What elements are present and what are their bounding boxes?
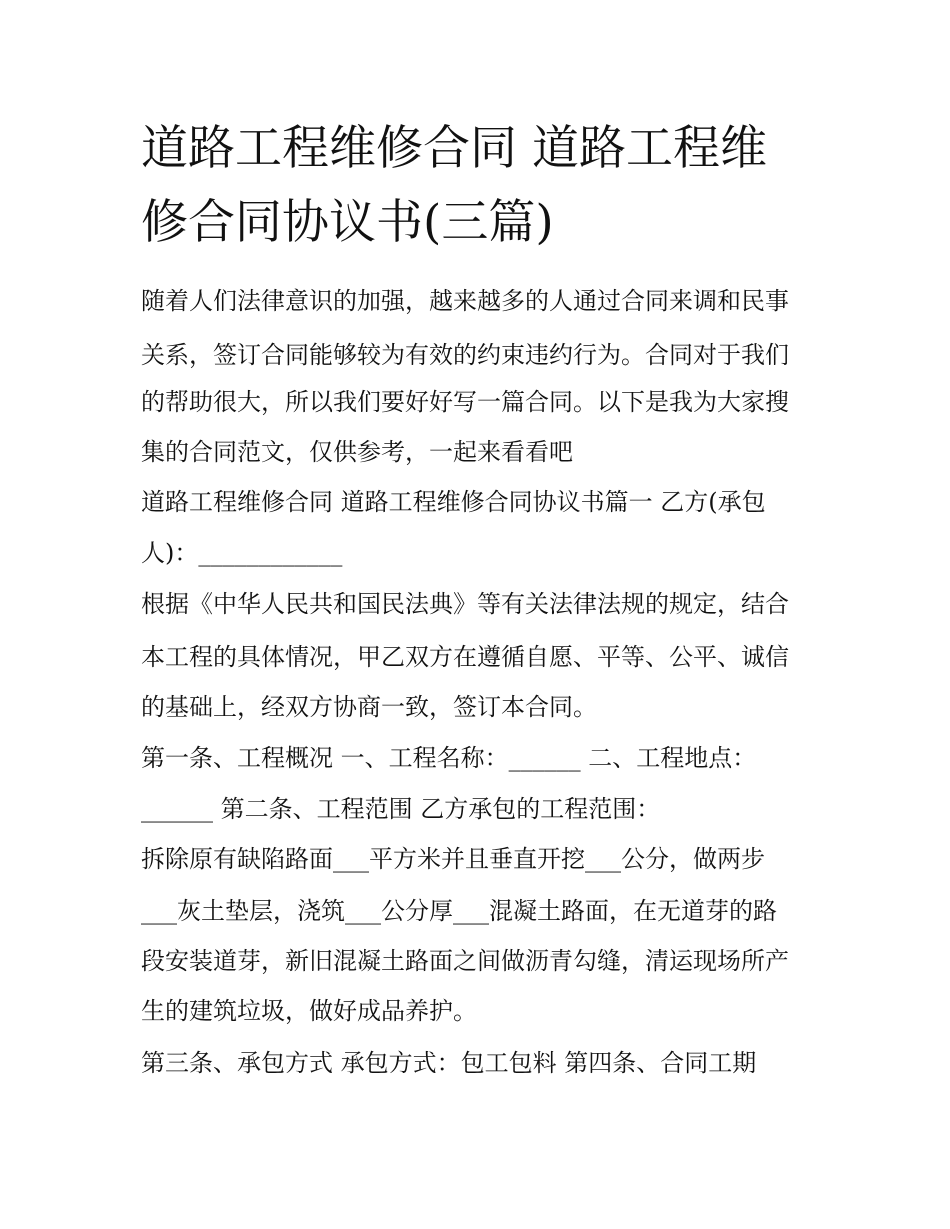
body-line-13: ___灰土垫层，浇筑___公分厚___混凝土路面，在无道芽的路: [141, 897, 777, 925]
title-line-2: 修合同协议书(三篇): [141, 195, 554, 250]
title-line-1: 道路工程维修合同 道路工程维: [141, 121, 767, 176]
body-line-16: 第三条、承包方式 承包方式：包工包料 第四条、合同工期: [141, 1049, 757, 1077]
body-line-1: 随着人们法律意识的加强，越来越多的人通过合同来调和民事: [141, 287, 789, 315]
body-line-14: 段安装道芽，新旧混凝土路面之间做沥青勾缝，清运现场所产: [141, 947, 789, 975]
body-line-7: 根据《中华人民共和国民法典》等有关法律法规的规定，结合: [141, 590, 789, 618]
body-line-8: 本工程的具体情况，甲乙双方在遵循自愿、平等、公平、诚信: [141, 643, 789, 671]
body-line-9: 的基础上，经双方协商一致，签订本合同。: [141, 693, 597, 721]
body-line-10: 第一条、工程概况 一、工程名称：______ 二、工程地点：: [141, 744, 757, 772]
body-line-12: 拆除原有缺陷路面___平方米并且垂直开挖___公分，做两步: [141, 845, 765, 873]
body-line-4: 集的合同范文，仅供参考，一起来看看吧: [141, 438, 573, 466]
body-line-11: ______ 第二条、工程范围 乙方承包的工程范围：: [141, 795, 661, 823]
body-line-5: 道路工程维修合同 道路工程维修合同协议书篇一 乙方(承包: [141, 488, 766, 516]
body-line-2: 关系，签订合同能够较为有效的约束违约行为。合同对于我们: [141, 341, 789, 369]
document-title: [141, 112, 821, 260]
body-line-6: 人)：____________: [141, 539, 343, 567]
body-line-3: 的帮助很大，所以我们要好好写一篇合同。以下是我为大家搜: [141, 388, 789, 416]
body-line-15: 生的建筑垃圾，做好成品养护。: [141, 997, 477, 1025]
